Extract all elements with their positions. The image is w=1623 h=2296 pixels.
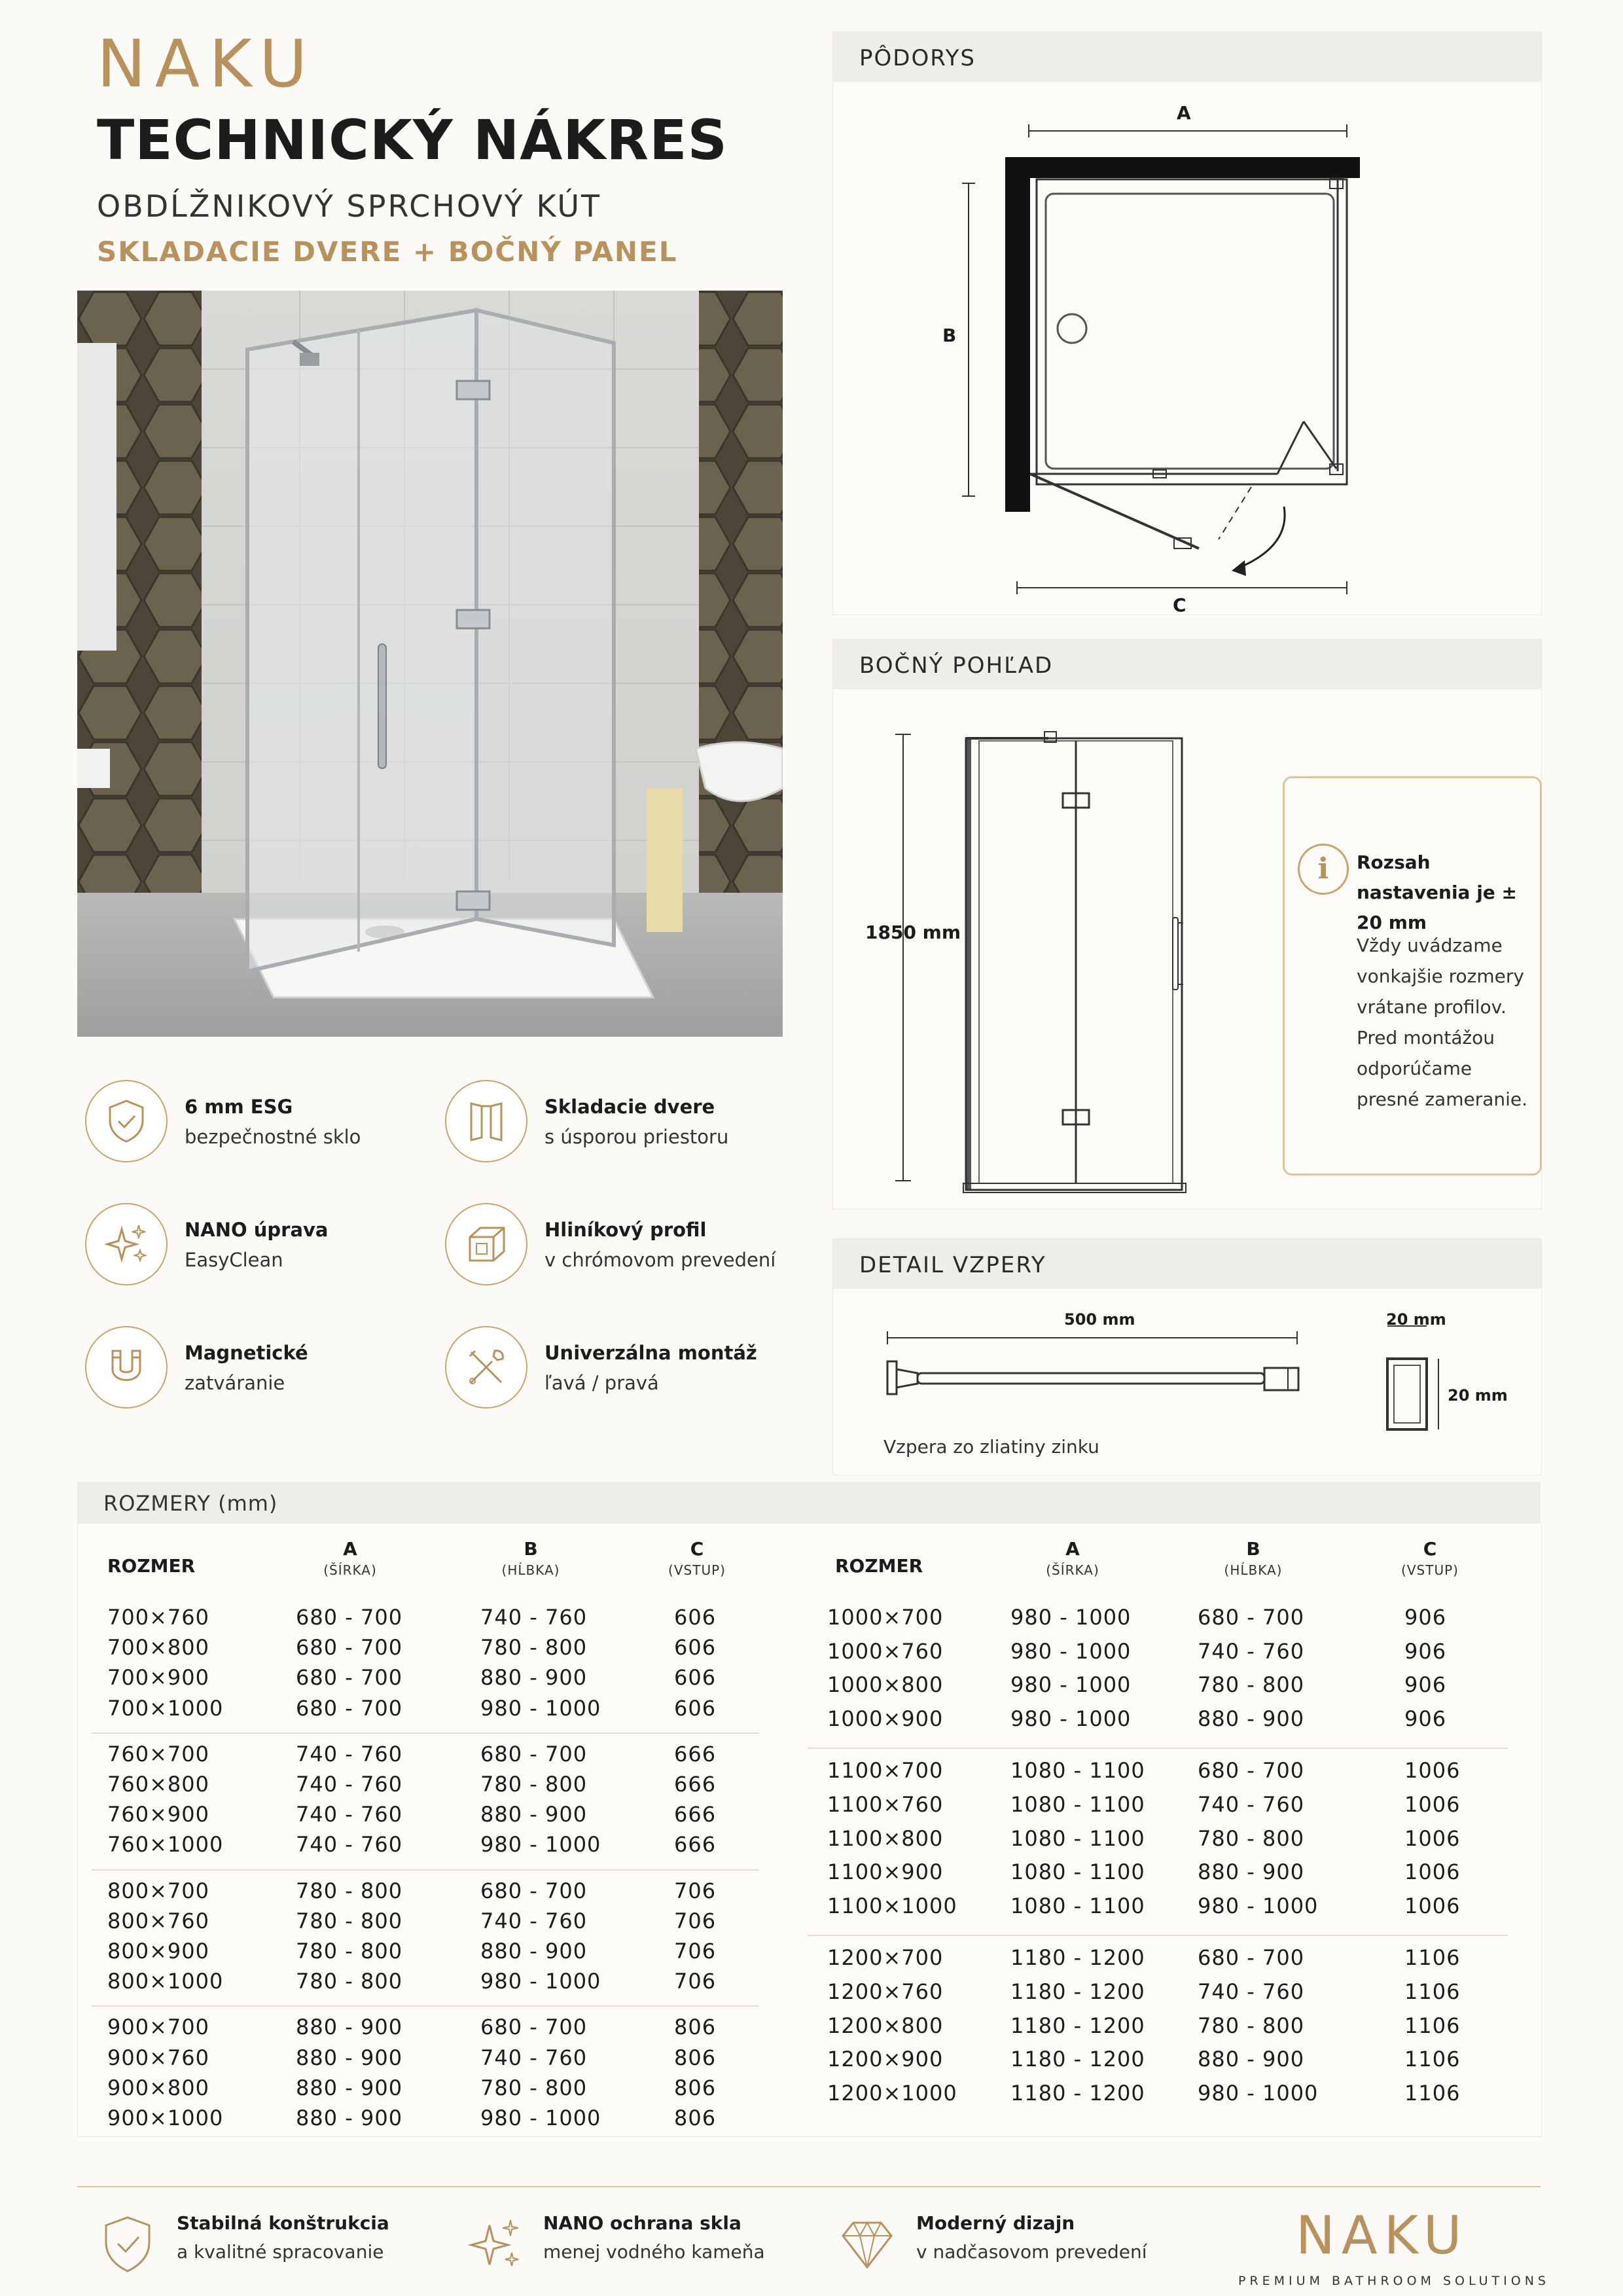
table-cell: 680 - 700 <box>296 1665 403 1691</box>
table-cell: 800×1000 <box>107 1969 224 1994</box>
table-cell: 906 <box>1404 1638 1447 1664</box>
col-header-c <box>654 1538 740 1578</box>
feature-desc: bezpečnostné sklo <box>185 1126 361 1148</box>
table-cell: 760×800 <box>107 1772 209 1797</box>
footer-desc: v nadčasovom prevedení <box>916 2241 1147 2263</box>
table-cell: 666 <box>674 1772 717 1797</box>
sparkle-icon <box>102 1220 151 1268</box>
table-cell: 680 - 700 <box>296 1635 403 1660</box>
table-cell: 740 - 760 <box>480 2045 588 2070</box>
table-group-divider <box>808 1935 1508 1936</box>
table-cell: 880 - 900 <box>480 1665 588 1691</box>
feature-title: Skladacie dvere <box>544 1096 715 1118</box>
table-cell: 980 - 1000 <box>1198 1893 1319 1918</box>
table-cell: 606 <box>674 1605 717 1630</box>
info-body: Vždy uvádzame vonkajšie rozmery vrátane profilov. Pred montážou odporúčame presné zameranie. <box>1357 935 1528 1110</box>
table-cell: 706 <box>674 1878 717 1903</box>
table-cell: 880 - 900 <box>296 2015 403 2040</box>
table-cell: 780 - 800 <box>480 1772 588 1797</box>
table-cell: 1106 <box>1404 2047 1461 2072</box>
table-cell: 780 - 800 <box>1198 2013 1305 2038</box>
table-cell: 780 - 800 <box>1198 1825 1305 1851</box>
feature-title: Univerzálna montáž <box>544 1342 757 1364</box>
footer-title: NANO ochrana skla <box>543 2212 741 2234</box>
page-subtitle: OBDĹŽNIKOVÝ SPRCHOVÝ KÚT <box>97 188 602 224</box>
table-cell: 880 - 900 <box>480 1939 588 1964</box>
feature-item <box>85 1080 438 1185</box>
table-cell: 980 - 1000 <box>480 1695 601 1721</box>
table-heading-bar <box>77 1482 1541 1524</box>
side-view-diagram <box>832 689 1277 1208</box>
table-cell: 900×700 <box>107 2015 209 2040</box>
table-cell: 740 - 760 <box>296 1802 403 1827</box>
table-cell: 1080 - 1100 <box>1010 1758 1145 1784</box>
table-cell: 1200×900 <box>827 2047 944 2072</box>
table-cell: 700×900 <box>107 1665 209 1691</box>
table-cell: 740 - 760 <box>1198 1792 1305 1817</box>
table-cell: 680 - 700 <box>480 2015 588 2040</box>
table-cell: 740 - 760 <box>480 1605 588 1630</box>
table-cell: 1100×900 <box>827 1859 944 1885</box>
table-cell: 880 - 900 <box>296 2106 403 2130</box>
table-cell: 760×700 <box>107 1741 209 1767</box>
feature-item <box>445 1203 798 1308</box>
table-cell: 780 - 800 <box>296 1908 403 1933</box>
table-cell: 1180 - 1200 <box>1010 2047 1145 2072</box>
footer-logo: NAKU <box>1296 2205 1469 2266</box>
feature-desc: s úsporou priestoru <box>544 1126 729 1148</box>
col-header-a-right <box>1030 1538 1115 1578</box>
table-group-divider <box>92 1869 759 1871</box>
table-cell: 706 <box>674 1969 717 1994</box>
table-cell: 780 - 800 <box>480 2075 588 2100</box>
table-cell: 740 - 760 <box>296 1741 403 1767</box>
feature-item <box>85 1326 438 1431</box>
feature-title: NANO úprava <box>185 1219 329 1241</box>
table-cell: 740 - 760 <box>1198 1638 1305 1664</box>
col-header-size-right: ROZMER <box>835 1555 923 1577</box>
table-cell: 906 <box>1404 1706 1447 1731</box>
table-cell: 760×1000 <box>107 1832 224 1857</box>
brace-caption: Vzpera zo zliatiny zinku <box>883 1436 1099 1458</box>
info-heading: Rozsah nastavenia je ± 20 mm <box>1357 852 1517 933</box>
table-cell: 800×700 <box>107 1878 209 1903</box>
table-heading: ROZMERY (mm) <box>103 1491 278 1516</box>
table-cell: 780 - 800 <box>296 1969 403 1994</box>
feature-item <box>445 1080 798 1185</box>
col-header-c-right <box>1387 1538 1472 1578</box>
col-a-sub: (ŠÍRKA) <box>1046 1562 1099 1578</box>
table-cell: 780 - 800 <box>296 1939 403 1964</box>
brace-height-label: 20 mm <box>1448 1386 1508 1405</box>
table-cell: 1080 - 1100 <box>1010 1893 1145 1918</box>
table-cell: 1106 <box>1404 2013 1461 2038</box>
table-cell: 606 <box>674 1695 717 1721</box>
table-cell: 666 <box>674 1832 717 1857</box>
info-box <box>1283 776 1542 1175</box>
page-title: TECHNICKÝ NÁKRES <box>97 108 728 172</box>
feature-desc: EasyClean <box>185 1249 283 1271</box>
table-group-divider <box>92 1732 759 1734</box>
table-cell: 700×760 <box>107 1605 209 1630</box>
table-cell: 680 - 700 <box>480 1878 588 1903</box>
magnet-icon <box>102 1343 151 1391</box>
footer-desc: menej vodného kameňa <box>543 2241 765 2263</box>
table-cell: 880 - 900 <box>480 1802 588 1827</box>
table-cell: 980 - 1000 <box>480 1832 601 1857</box>
dimension-label-a: A <box>1177 102 1191 124</box>
brace-width-label: 20 mm <box>1386 1310 1446 1329</box>
table-cell: 1100×800 <box>827 1825 944 1851</box>
footer-title: Stabilná konštrukcia <box>177 2212 389 2234</box>
table-cell: 980 - 1000 <box>480 2106 601 2130</box>
table-cell: 980 - 1000 <box>480 1969 601 1994</box>
table-cell: 906 <box>1404 1605 1447 1630</box>
col-c-label: C <box>690 1538 704 1560</box>
table-cell: 606 <box>674 1635 717 1660</box>
floor-plan-diagram <box>832 81 1541 614</box>
col-c-label: C <box>1423 1538 1437 1560</box>
table-cell: 1180 - 1200 <box>1010 1945 1145 1971</box>
table-cell: 680 - 700 <box>1198 1605 1305 1630</box>
table-cell: 680 - 700 <box>296 1605 403 1630</box>
table-cell: 740 - 760 <box>296 1832 403 1857</box>
table-cell: 666 <box>674 1741 717 1767</box>
footer-item <box>98 2212 465 2284</box>
table-cell: 606 <box>674 1665 717 1691</box>
table-cell: 1006 <box>1404 1792 1461 1817</box>
table-cell: 1100×700 <box>827 1758 944 1784</box>
table-cell: 700×1000 <box>107 1695 224 1721</box>
col-header-a <box>308 1538 393 1578</box>
table-cell: 880 - 900 <box>296 2045 403 2070</box>
feature-title: Hliníkový profil <box>544 1219 707 1241</box>
table-cell: 780 - 800 <box>480 1635 588 1660</box>
feature-desc: v chrómovom prevedení <box>544 1249 776 1271</box>
table-cell: 1200×760 <box>827 1979 944 2004</box>
table-cell: 900×760 <box>107 2045 209 2070</box>
table-cell: 800×760 <box>107 1908 209 1933</box>
plan-heading: PÔDORYS <box>859 45 976 71</box>
footer-tagline: PREMIUM BATHROOM SOLUTIONS <box>1238 2274 1550 2288</box>
table-cell: 1006 <box>1404 1893 1461 1918</box>
tools-icon <box>462 1343 510 1391</box>
table-cell: 1200×700 <box>827 1945 944 1971</box>
col-a-label: A <box>343 1538 357 1560</box>
feature-desc: zatváranie <box>185 1372 285 1394</box>
table-group-divider <box>92 2005 759 2007</box>
side-heading: BOČNÝ POHĽAD <box>859 653 1054 679</box>
col-b-sub: (HĹBKA) <box>501 1562 560 1578</box>
table-cell: 906 <box>1404 1672 1447 1698</box>
table-cell: 1006 <box>1404 1825 1461 1851</box>
table-cell: 1106 <box>1404 2080 1461 2106</box>
profile-icon <box>462 1220 510 1268</box>
table-cell: 1180 - 1200 <box>1010 2013 1145 2038</box>
col-b-label: B <box>1246 1538 1260 1560</box>
table-cell: 880 - 900 <box>296 2075 403 2100</box>
table-cell: 1106 <box>1404 1979 1461 2004</box>
table-cell: 740 - 760 <box>1198 1979 1305 2004</box>
table-cell: 1000×900 <box>827 1706 944 1731</box>
table-cell: 806 <box>674 2045 717 2070</box>
footer-item <box>838 2212 1204 2284</box>
folding-door-icon <box>462 1097 510 1145</box>
dimension-label-b: B <box>942 325 957 346</box>
table-cell: 680 - 700 <box>296 1695 403 1721</box>
table-cell: 680 - 700 <box>480 1741 588 1767</box>
brace-heading: DETAIL VZPERY <box>859 1252 1046 1278</box>
feature-title: 6 mm ESG <box>185 1096 293 1118</box>
table-cell: 806 <box>674 2015 717 2040</box>
table-cell: 1006 <box>1404 1859 1461 1885</box>
table-cell: 706 <box>674 1939 717 1964</box>
table-cell: 880 - 900 <box>1198 1706 1305 1731</box>
table-cell: 1100×1000 <box>827 1893 957 1918</box>
table-cell: 806 <box>674 2106 717 2130</box>
table-cell: 1000×760 <box>827 1638 944 1664</box>
brand-logo: NAKU <box>97 26 317 102</box>
dimension-label-c: C <box>1173 594 1186 616</box>
table-cell: 706 <box>674 1908 717 1933</box>
table-cell: 1106 <box>1404 1945 1461 1971</box>
table-cell: 880 - 900 <box>1198 1859 1305 1885</box>
sparkle-icon <box>465 2212 524 2278</box>
footer-desc: a kvalitné spracovanie <box>177 2241 384 2263</box>
table-cell: 1180 - 1200 <box>1010 2080 1145 2106</box>
brace-length-label: 500 mm <box>1064 1310 1135 1329</box>
table-cell: 806 <box>674 2075 717 2100</box>
table-group-divider <box>808 1748 1508 1749</box>
col-c-sub: (VSTUP) <box>1401 1562 1459 1578</box>
side-height-label: 1850 mm <box>865 922 961 943</box>
table-cell: 666 <box>674 1802 717 1827</box>
footer-title: Moderný dizajn <box>916 2212 1075 2234</box>
feature-item <box>85 1203 438 1308</box>
feature-item <box>445 1326 798 1431</box>
table-cell: 1080 - 1100 <box>1010 1859 1145 1885</box>
footer-divider <box>77 2186 1541 2187</box>
table-cell: 1080 - 1100 <box>1010 1825 1145 1851</box>
table-cell: 1000×700 <box>827 1605 944 1630</box>
table-cell: 900×800 <box>107 2075 209 2100</box>
table-cell: 980 - 1000 <box>1010 1706 1132 1731</box>
table-cell: 680 - 700 <box>1198 1945 1305 1971</box>
table-cell: 1006 <box>1404 1758 1461 1784</box>
product-photo <box>77 291 783 1037</box>
table-cell: 1080 - 1100 <box>1010 1792 1145 1817</box>
table-cell: 980 - 1000 <box>1010 1605 1132 1630</box>
table-cell: 1180 - 1200 <box>1010 1979 1145 2004</box>
table-cell: 880 - 900 <box>1198 2047 1305 2072</box>
table-cell: 700×800 <box>107 1635 209 1660</box>
table-cell: 900×1000 <box>107 2106 224 2130</box>
footer-item <box>465 2212 831 2284</box>
table-cell: 740 - 760 <box>480 1908 588 1933</box>
table-cell: 1200×1000 <box>827 2080 957 2106</box>
table-cell: 680 - 700 <box>1198 1758 1305 1784</box>
col-a-label: A <box>1065 1538 1080 1560</box>
feature-title: Magnetické <box>185 1342 308 1364</box>
col-header-size: ROZMER <box>107 1555 196 1577</box>
col-header-b-right <box>1211 1538 1296 1578</box>
table-cell: 980 - 1000 <box>1010 1672 1132 1698</box>
table-cell: 780 - 800 <box>296 1878 403 1903</box>
col-b-sub: (HĹBKA) <box>1224 1562 1283 1578</box>
table-cell: 980 - 1000 <box>1010 1638 1132 1664</box>
shield-check-icon <box>98 2212 157 2278</box>
col-a-sub: (ŠÍRKA) <box>323 1562 377 1578</box>
col-header-b <box>488 1538 573 1578</box>
table-cell: 800×900 <box>107 1939 209 1964</box>
col-b-label: B <box>524 1538 538 1560</box>
diamond-icon <box>838 2212 897 2278</box>
table-cell: 1200×800 <box>827 2013 944 2038</box>
shield-check-icon <box>102 1097 151 1145</box>
info-icon: i <box>1298 844 1349 895</box>
col-c-sub: (VSTUP) <box>668 1562 726 1578</box>
table-cell: 1000×800 <box>827 1672 944 1698</box>
table-cell: 740 - 760 <box>296 1772 403 1797</box>
table-cell: 980 - 1000 <box>1198 2080 1319 2106</box>
table-cell: 780 - 800 <box>1198 1672 1305 1698</box>
table-cell: 1100×760 <box>827 1792 944 1817</box>
table-cell: 760×900 <box>107 1802 209 1827</box>
page-subtitle-accent: SKLADACIE DVERE + BOČNÝ PANEL <box>97 236 678 268</box>
feature-desc: ľavá / pravá <box>544 1372 659 1394</box>
